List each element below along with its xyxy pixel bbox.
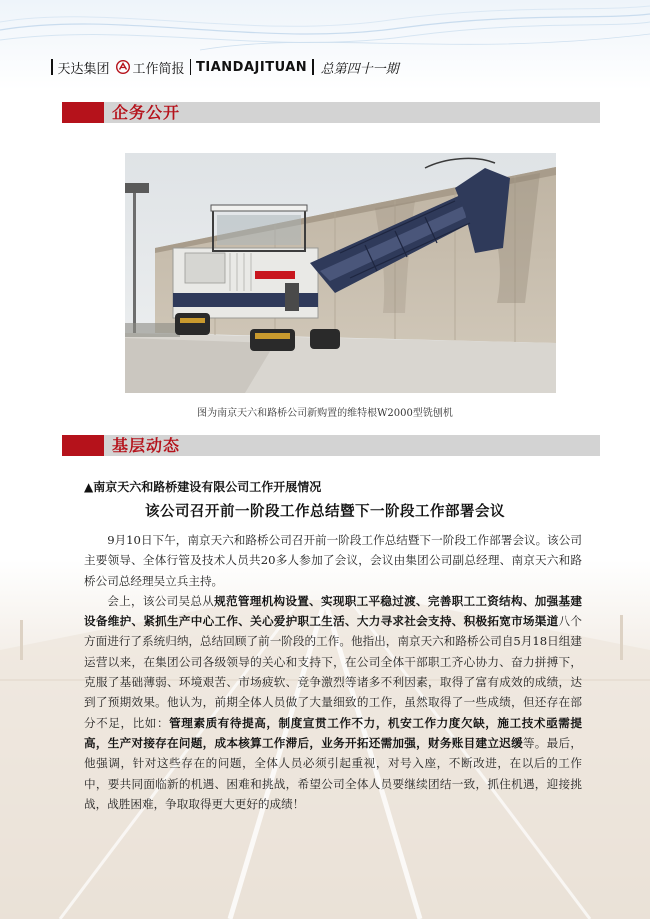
- header-divider: [312, 59, 314, 75]
- group-logo-icon: [116, 60, 130, 74]
- section-title-grassroots: 基层动态: [112, 436, 181, 455]
- section-bar-grassroots: [62, 435, 600, 456]
- photo-caption: 图为南京天六和路桥公司新购置的维特根W2000型铣刨机: [197, 408, 453, 419]
- paragraph-text: 等。最后，他强调，针对这些存在的问题，全体人员必须引起重视，对号入座，不断改进，在以后的工作中，要共同面临新的机遇、困难和挑战，希望公司全体人员要继续团结一致，抓住机遇，迎接挑战，战胜困难，争取取得更大更好的成绩！: [84, 735, 582, 811]
- group-name: 天达集团: [57, 61, 110, 77]
- paragraph-text: 会上，该公司吴总从: [107, 593, 215, 608]
- section-red-block: [62, 435, 104, 456]
- section-title-enterprise: 企务公开: [112, 103, 181, 122]
- article-paragraph-2: [84, 591, 582, 814]
- header-divider: [190, 59, 192, 75]
- article-body: [84, 530, 582, 814]
- header-divider: [51, 59, 53, 75]
- group-latin-name: TIANDAJITUAN: [196, 59, 308, 75]
- section-red-block: [62, 102, 104, 123]
- article-headline: 该公司召开前一阶段工作总结暨下一阶段工作部署会议: [145, 503, 505, 520]
- article-paragraph-1: 9月10日下午，南京天六和路桥公司召开前一阶段工作总结暨下一阶段工作部署会议。该公司主要领导、全体行管及技术人员共20多人参加了会议，会议由集团公司副总经理、南京天六和路桥公司总经理吴立兵主持。: [84, 533, 582, 588]
- paragraph-text: 八个方面进行了系统归纳，总结回顾了前一阶段的工作。他指出，南京天六和路桥公司自5月18日组建运营以来，在集团公司各级领导的关心和支持下，在公司全体干部职工齐心协力、奋力拼搏下，克服了基础薄弱、环境艰苦、市场疲软、竞争激烈等诸多不利因素，取得了富有成效的成绩，达到了预期效果。他认为，前期全体人员做了大量细致的工作，虽然取得了一些成绩，但还存在部分不足，比如：: [84, 614, 582, 730]
- article-source: ▲南京天六和路桥建设有限公司工作开展情况: [84, 480, 322, 494]
- highlight-text: 规范管理机构设置、实现职工平稳过渡、完善职工工资结构、加强基建设备维护、紧抓生产中心工作、关心爱护职工生活、大力寻求社会支持、积极拓宽市场渠道: [84, 593, 582, 629]
- bulletin-title: 工作简报: [132, 61, 185, 77]
- section-bar-enterprise: [62, 102, 600, 123]
- issue-number: 总第四十一期: [320, 61, 399, 77]
- bulletin-header: [46, 55, 399, 79]
- milling-machine-photo: [125, 153, 556, 393]
- highlight-text: 管理素质有待提高，制度宣贯工作不力，机安工作力度欠缺，施工技术亟需提高，生产对接存在问题，成本核算工作滞后，业务开拓还需加强，财务账目建立迟缓: [84, 715, 582, 750]
